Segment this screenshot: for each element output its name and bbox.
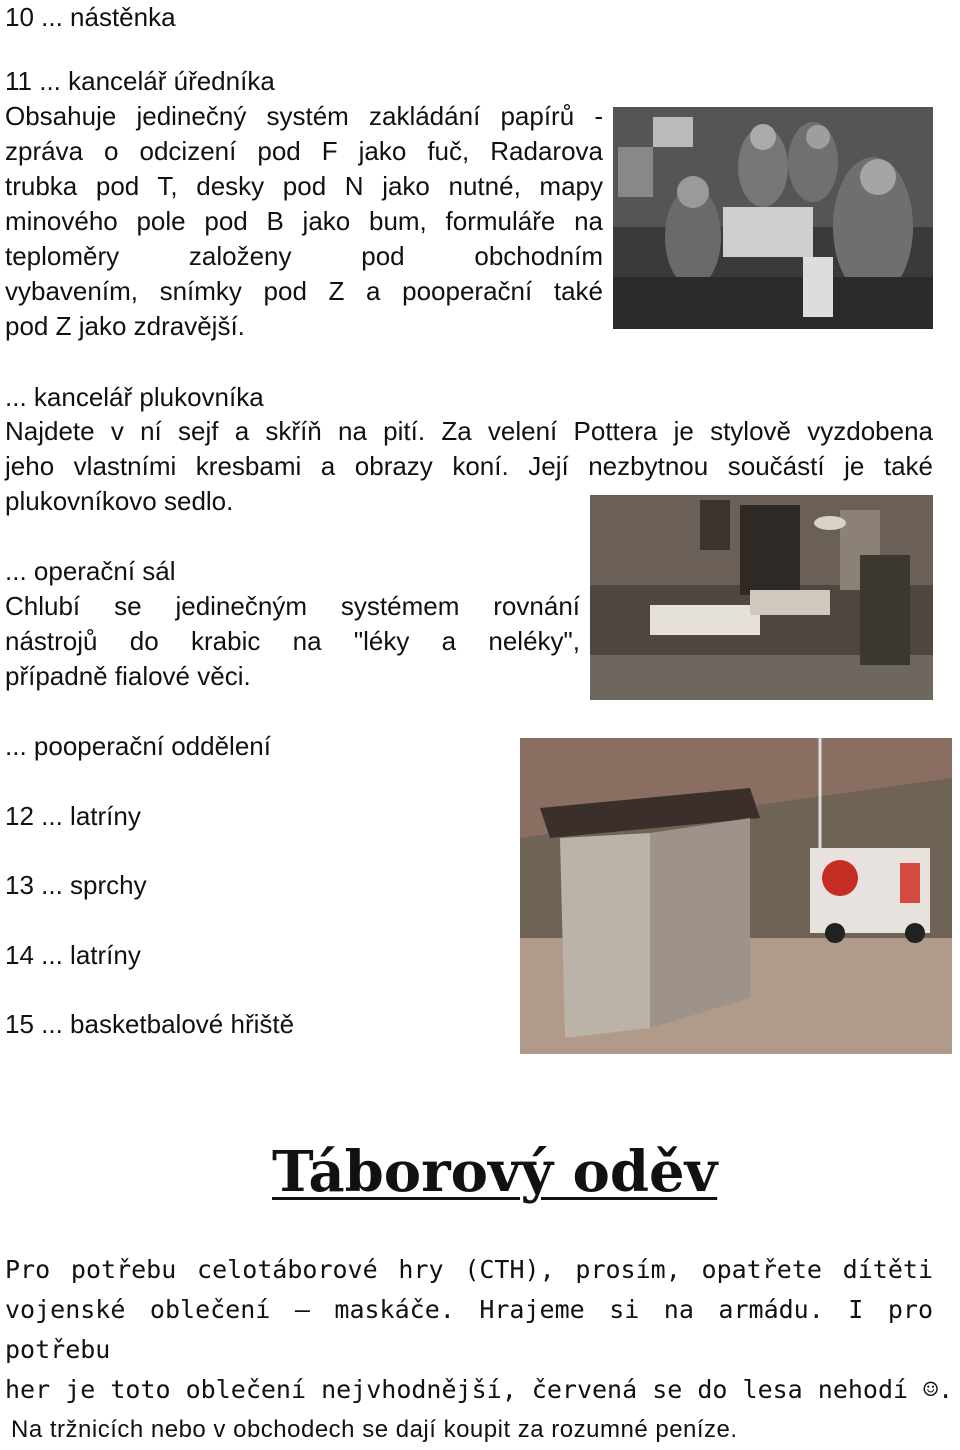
section-line: Pro potřebu celotáborové hry (CTH), prosím, opatřete dítěti [5,1255,933,1284]
colonel-office-line: jeho vlastními kresbami a obrazy koní. Její nezbytnou součástí je také [5,451,933,481]
operating-room-body [5,589,580,694]
colonel-office-line: Najdete v ní sejf a skříň na pití. Za velení Pottera je stylově vyzdobena [5,416,933,446]
section-title: Táborový oděv [272,1139,718,1205]
item-11-line: vybavením, snímky pod Z a pooperační také [5,276,603,306]
item-11-body [5,99,603,344]
postop-heading: ... pooperační oddělení [5,731,271,761]
operating-room-line: Chlubí se jedinečným systémem rovnání [5,591,580,621]
item-11-heading: 11 ... kancelář úředníka [5,66,275,96]
latrine-photo [520,738,952,1054]
section-line: her je toto oblečení nejvhodnější, červená se do lesa nehodí ☺. [5,1375,954,1404]
item-11-line: pod Z jako zdravější. [5,311,245,341]
item-11-line: teploměry založeny pod obchodním [5,241,603,271]
operating-room-line: nástrojů do krabic na "léky a neléky", [5,626,580,656]
item-15: 15 ... basketbalové hřiště [5,1009,295,1039]
colonel-office-line: plukovníkovo sedlo. [5,486,234,516]
section-body [5,1250,954,1450]
section-line: Na tržnicích nebo v obchodech se dají koupit za rozumné peníze. [11,1416,738,1443]
colonel-office-heading: ... kancelář plukovníka [5,382,264,412]
item-12: 12 ... latríny [5,801,141,831]
operating-room-photo [590,495,933,700]
item-11-line: trubka pod T, desky pod N jako nutné, mapy [5,171,603,201]
office-photo [613,107,933,329]
item-13: 13 ... sprchy [5,870,147,900]
item-11-line: Obsahuje jedinečný systém zakládání papírů - [5,101,603,131]
item-14: 14 ... latríny [5,940,141,970]
operating-room-heading: ... operační sál [5,556,176,586]
operating-room-line: případně fialové věci. [5,661,251,691]
item-11-line: minového pole pod B jako bum, formuláře na [5,206,603,236]
section-line: vojenské oblečení – maskáče. Hrajeme si na armádu. I pro potřebu [5,1295,933,1364]
item-11-line: zpráva o odcizení pod F jako fuč, Radarova [5,136,603,166]
item-10: 10 ... nástěnka [5,2,176,32]
